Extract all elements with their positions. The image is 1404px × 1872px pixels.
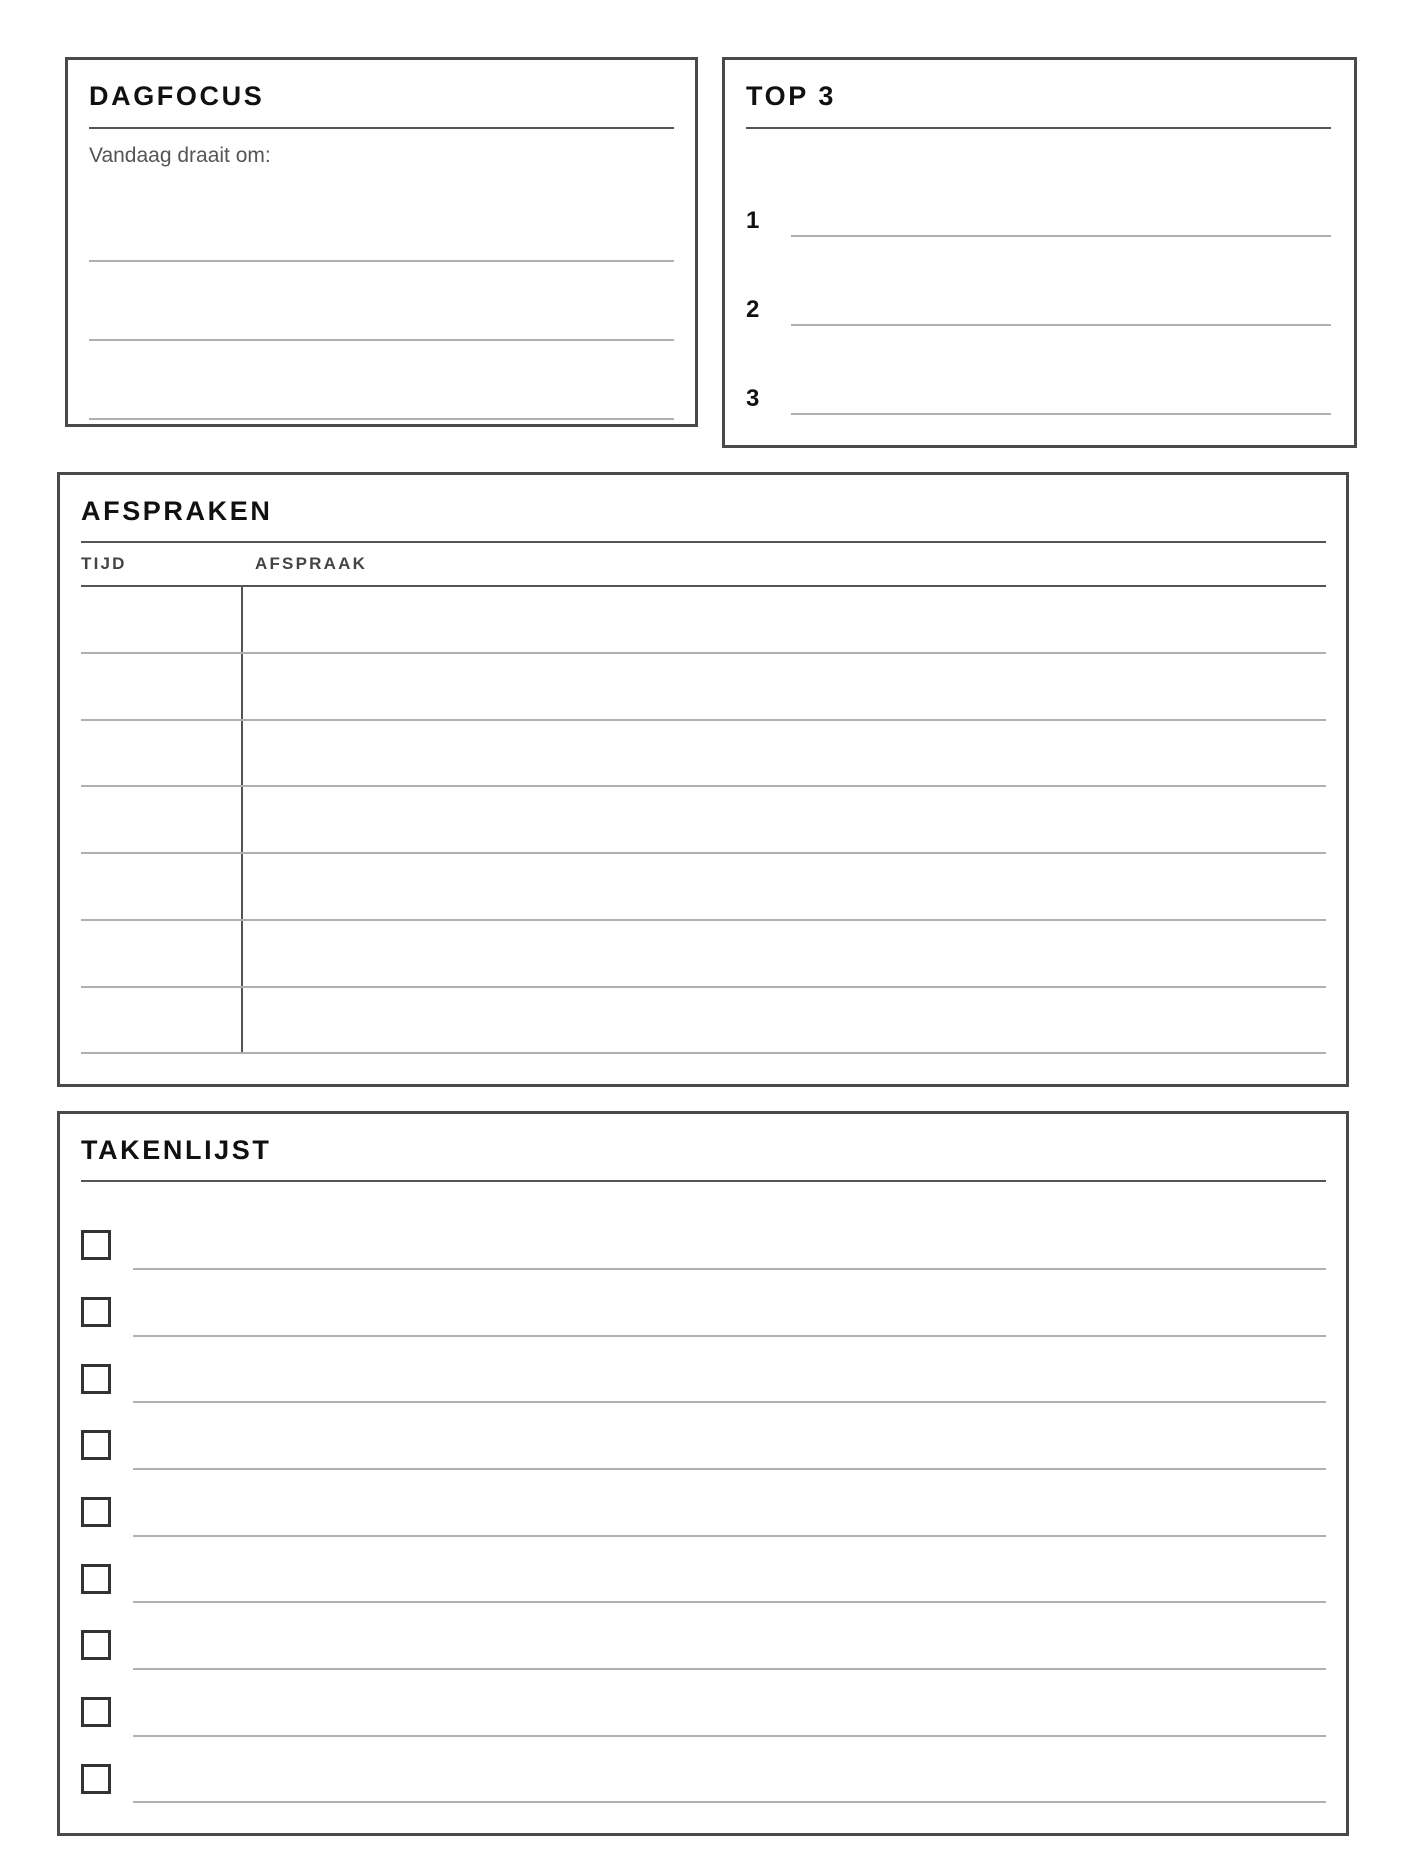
dagfocus-prompt: Vandaag draait om:	[89, 144, 271, 167]
afspraken-column-divider	[241, 586, 243, 1053]
takenlijst-title-rule	[81, 1180, 1326, 1182]
task-write-line[interactable]	[133, 1268, 1326, 1270]
task-write-line[interactable]	[133, 1401, 1326, 1403]
task-checkbox[interactable]	[81, 1364, 111, 1394]
task-write-line[interactable]	[133, 1601, 1326, 1603]
task-write-line[interactable]	[133, 1335, 1326, 1337]
task-checkbox[interactable]	[81, 1497, 111, 1527]
top3-section	[722, 57, 1357, 448]
task-write-line[interactable]	[133, 1668, 1326, 1670]
afspraken-row-line[interactable]	[81, 986, 1326, 988]
afspraken-row-line[interactable]	[81, 652, 1326, 654]
top3-write-line-3[interactable]	[791, 413, 1331, 415]
top3-number-2: 2	[746, 296, 760, 323]
dagfocus-title-rule	[89, 127, 674, 129]
top3-number-1: 1	[746, 207, 760, 234]
afspraken-row-line[interactable]	[81, 785, 1326, 787]
dagfocus-title: DAGFOCUS	[89, 81, 265, 111]
top3-title: TOP 3	[746, 81, 837, 111]
afspraken-row-line[interactable]	[81, 1052, 1326, 1054]
afspraken-col-time: TIJD	[81, 554, 127, 573]
top3-title-rule	[746, 127, 1331, 129]
task-write-line[interactable]	[133, 1468, 1326, 1470]
afspraken-row-line[interactable]	[81, 919, 1326, 921]
task-write-line[interactable]	[133, 1535, 1326, 1537]
afspraken-header-rule	[81, 585, 1326, 587]
task-checkbox[interactable]	[81, 1764, 111, 1794]
takenlijst-section	[57, 1111, 1349, 1836]
task-checkbox[interactable]	[81, 1630, 111, 1660]
task-checkbox[interactable]	[81, 1697, 111, 1727]
dagfocus-write-line[interactable]	[89, 339, 674, 341]
afspraken-section	[57, 472, 1349, 1087]
task-checkbox[interactable]	[81, 1230, 111, 1260]
dagfocus-write-line[interactable]	[89, 260, 674, 262]
dagfocus-write-line[interactable]	[89, 418, 674, 420]
afspraken-title: AFSPRAKEN	[81, 496, 273, 526]
task-write-line[interactable]	[133, 1735, 1326, 1737]
top3-number-3: 3	[746, 385, 760, 412]
afspraken-row-line[interactable]	[81, 852, 1326, 854]
afspraken-title-rule	[81, 541, 1326, 543]
takenlijst-title: TAKENLIJST	[81, 1135, 272, 1165]
top3-write-line-1[interactable]	[791, 235, 1331, 237]
task-checkbox[interactable]	[81, 1297, 111, 1327]
task-checkbox[interactable]	[81, 1430, 111, 1460]
task-checkbox[interactable]	[81, 1564, 111, 1594]
afspraken-row-line[interactable]	[81, 719, 1326, 721]
afspraken-col-appointment: AFSPRAAK	[255, 554, 368, 573]
dagfocus-section	[65, 57, 698, 427]
top3-write-line-2[interactable]	[791, 324, 1331, 326]
task-write-line[interactable]	[133, 1801, 1326, 1803]
